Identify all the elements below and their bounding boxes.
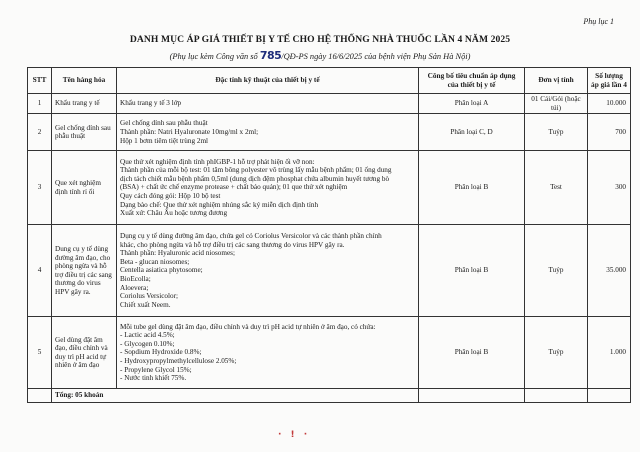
subtitle-suffix: /QĐ-PS ngày 16/6/2025 của bệnh viện Phụ Sản Hà Nội)	[281, 52, 471, 61]
spec-line: Quy cách đóng gói: Hộp 10 bộ test	[120, 192, 221, 201]
cell-classification: Phân loại C, D	[419, 114, 525, 151]
spec-line: Coriolus Versicolor;	[120, 292, 178, 301]
cell-stt: 4	[28, 225, 52, 317]
spec-line: Mỗi tube gel dùng đặt âm đạo, điều chỉnh và duy trì pH acid tự nhiên ở âm đạo, có chứa:	[120, 322, 376, 331]
cell-qty: 1.000	[588, 317, 631, 389]
cell-name: Que xét nghiệm định tính rỉ ối	[52, 151, 117, 225]
cell-spec	[117, 94, 419, 114]
header-classification: Công bố tiêu chuẩn áp dụng của thiết bị y tế	[419, 68, 525, 94]
cell-stt: 3	[28, 151, 52, 225]
spec-line: Xuất xứ: Châu Âu hoặc tương đương	[120, 209, 228, 218]
cell-classification: Phân loại B	[419, 151, 525, 225]
spec-line: - Sopdium Hydroxide 0.8%;	[120, 348, 202, 357]
spec-line: Thành phần: Natri Hyaluronate 10mg/ml x 2ml;	[120, 127, 259, 136]
cell-classification: Phân loại A	[419, 94, 525, 114]
table-row	[28, 317, 631, 389]
cell-spec	[117, 317, 419, 389]
cell-unit: Tuýp	[525, 114, 588, 151]
document-title: DANH MỤC ÁP GIÁ THIẾT BỊ Y TẾ CHO HỆ THỐNG NHÀ THUỐC LẦN 4 NĂM 2025	[129, 34, 511, 45]
spec-line: - Nước tinh khiết 75%.	[120, 374, 187, 383]
spec-line: khác, cho phòng ngừa và hỗ trợ điều trị các sang thương do virus HPV gây ra.	[120, 240, 345, 249]
spec-line: - Glycogen 0.10%;	[120, 339, 175, 348]
spec-line: Que thử xét nghiệm định tính phIGBP-1 hỗ trợ phát hiện ối vỡ non:	[120, 157, 315, 166]
spec-line: - Lactic acid 4.5%;	[120, 331, 175, 340]
header-unit: Đơn vị tính	[525, 68, 588, 94]
cell-spec	[117, 225, 419, 317]
spec-line: Thành phần của mỗi bộ test: 01 tăm bông polyester vô trùng lấy mẫu bệnh phẩm; 01 ống dung	[120, 166, 392, 175]
table-total-row	[28, 389, 631, 403]
spec-line: Dạng bào chế: Que thử xét nghiệm nhúng sắc ký miễn dịch định tính	[120, 200, 319, 209]
handwritten-number: 785	[259, 49, 282, 62]
cell-name: Gel chống dính sau phẫu thuật	[52, 114, 117, 151]
device-table	[27, 67, 631, 403]
header-spec: Đặc tính kỹ thuật của thiết bị y tế	[117, 68, 419, 94]
cell-qty: 35.000	[588, 225, 631, 317]
spec-line: Centella asiatica phytosome;	[120, 266, 203, 275]
spec-line: Gel chống dính sau phẫu thuật	[120, 119, 208, 128]
stamp-mark: · ! ·	[278, 430, 311, 440]
spec-line: Dụng cụ y tế dùng đường âm đạo, chứa gel có Coriolus Versicolor và các thành phần chính	[120, 231, 382, 240]
spec-line: BioEcolla;	[120, 275, 151, 284]
spec-line: Chiết xuất Neem.	[120, 301, 171, 310]
cell-unit: Test	[525, 151, 588, 225]
appendix-label: Phụ lục 1	[583, 17, 614, 26]
cell-stt: 1	[28, 94, 52, 114]
cell-stt: 2	[28, 114, 52, 151]
cell-empty	[525, 389, 588, 403]
cell-stt: 5	[28, 317, 52, 389]
cell-unit: 01 Cái/Gói (hoặc túi)	[525, 94, 588, 114]
header-stt: STT	[28, 68, 52, 94]
cell-classification: Phân loại B	[419, 225, 525, 317]
spec-line: - Hydroxypropylmethylcellulose 2.05%;	[120, 357, 237, 366]
spec-line: - Propylene Glycol 15%;	[120, 365, 192, 374]
cell-empty	[588, 389, 631, 403]
table-row	[28, 94, 631, 114]
total-label: Tổng: 05 khoản	[52, 389, 419, 403]
header-name: Tên hàng hóa	[52, 68, 117, 94]
cell-classification: Phân loại B	[419, 317, 525, 389]
cell-name: Khẩu trang y tế	[52, 94, 117, 114]
spec-line: Hộp 1 bơm tiêm tiệt trùng 2ml	[120, 136, 209, 145]
table-row	[28, 225, 631, 317]
table-row	[28, 151, 631, 225]
cell-qty: 300	[588, 151, 631, 225]
spec-line: Aloevera;	[120, 283, 149, 292]
cell-unit: Tuýp	[525, 317, 588, 389]
document-subtitle	[0, 49, 640, 62]
cell-qty: 700	[588, 114, 631, 151]
spec-line: dịch tách chiết mẫu bệnh phẩm 0,5ml (dung dịch đệm phosphat chứa albumin huyết tương bò	[120, 174, 390, 183]
spec-line: Khẩu trang y tế 3 lớp	[120, 99, 182, 108]
cell-name: Gel dùng đặt âm đạo, điều chỉnh và duy trì pH acid tự nhiên ở âm đạo	[52, 317, 117, 389]
subtitle-prefix: (Phụ lục kèm Công văn số	[169, 52, 260, 61]
cell-stt-empty	[28, 389, 52, 403]
cell-unit: Tuýp	[525, 225, 588, 317]
cell-name: Dung cụ y tế dùng đường âm đạo, cho phòng ngừa và hỗ trợ điều trị các sang thương do virus HPV gây ra.	[52, 225, 117, 317]
spec-line: (BSA) + chất ức chế enzyme protease + chất bảo quản); 01 que thử xét nghiệm	[120, 183, 348, 192]
table-header-row	[28, 68, 631, 94]
table-row	[28, 114, 631, 151]
spec-line: Beta - glucan niosomes;	[120, 257, 190, 266]
spec-line: Thành phần: Hyaluronic acid niosomes;	[120, 249, 235, 258]
cell-spec	[117, 151, 419, 225]
cell-spec	[117, 114, 419, 151]
header-qty: Số lượng áp giá lần 4	[588, 68, 631, 94]
cell-empty	[419, 389, 525, 403]
cell-qty: 10.000	[588, 94, 631, 114]
